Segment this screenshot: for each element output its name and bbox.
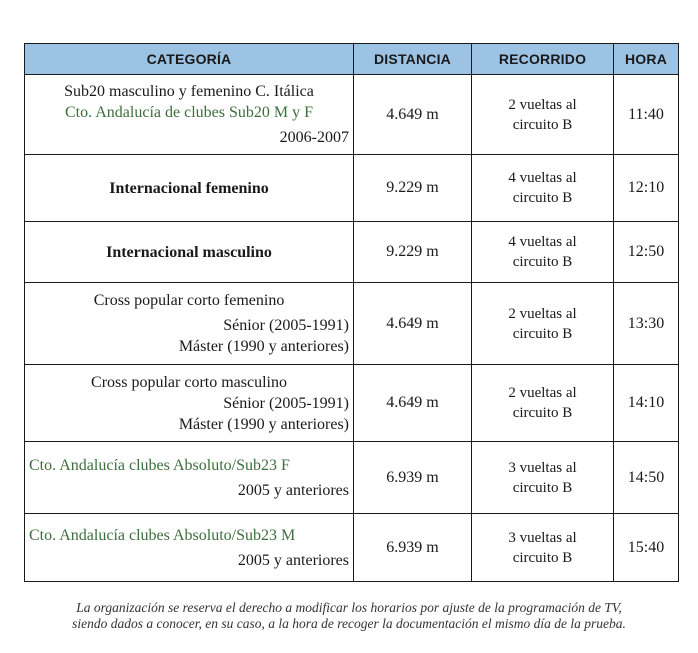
categoria-cell (25, 365, 354, 442)
category-years: 2005 y anteriores (237, 551, 349, 569)
recorrido-line: circuito B (512, 479, 573, 496)
header-distancia: DISTANCIA (354, 44, 472, 75)
recorrido-line: 3 vueltas al (508, 529, 577, 546)
categoria-cell (25, 155, 354, 222)
category-years: 2005 y anteriores (237, 481, 349, 499)
category-title: Cross popular corto masculino (91, 373, 287, 391)
header-categoria: CATEGORÍA (25, 44, 354, 75)
recorrido-line: 2 vueltas al (508, 385, 577, 401)
recorrido-cell (472, 514, 614, 582)
hora-cell: 11:40 (614, 75, 679, 155)
distancia-cell: 6.939 m (354, 514, 472, 582)
recorrido-line: circuito B (512, 405, 573, 421)
recorrido-cell (472, 365, 614, 442)
category-master: Máster (1990 y anteriores) (178, 415, 349, 433)
header-hora: HORA (614, 44, 679, 75)
recorrido-line: circuito B (512, 116, 573, 133)
categoria-cell (25, 222, 354, 283)
recorrido-cell (472, 283, 614, 365)
category-senior: Sénior (2005-1991) (223, 394, 349, 412)
hora-cell: 12:50 (614, 222, 679, 283)
distancia-cell: 9.229 m (354, 222, 472, 283)
category-title: Internacional masculino (106, 243, 272, 261)
category-master: Máster (1990 y anteriores) (178, 338, 349, 355)
recorrido-line: circuito B (512, 549, 573, 566)
recorrido-line: 2 vueltas al (508, 96, 577, 113)
footnote-line-2: siendo dados a conocer, en su caso, a la hora de recoger la documentación el mismo día de la prueba. (72, 616, 626, 631)
table-row (25, 283, 679, 365)
hora-cell: 12:10 (614, 155, 679, 222)
distancia-cell: 4.649 m (354, 75, 472, 155)
category-championship: Cto. Andalucía clubes Absoluto/Sub23 F (29, 456, 290, 474)
recorrido-line: 3 vueltas al (508, 459, 577, 476)
categoria-cell (25, 283, 354, 365)
header-recorrido: RECORRIDO (472, 44, 614, 75)
category-championship: Cto. Andalucía clubes Absoluto/Sub23 M (29, 526, 296, 544)
category-title: Cross popular corto femenino (93, 292, 285, 309)
table-row (25, 222, 679, 283)
distancia-cell: 4.649 m (354, 365, 472, 442)
table-row (25, 155, 679, 222)
category-title: Internacional femenino (109, 179, 269, 197)
table-row (25, 442, 679, 514)
categoria-cell (25, 514, 354, 582)
recorrido-line: 4 vueltas al (508, 170, 577, 186)
recorrido-cell (472, 155, 614, 222)
recorrido-line: 2 vueltas al (508, 305, 577, 322)
distancia-cell: 4.649 m (354, 283, 472, 365)
recorrido-cell (472, 75, 614, 155)
category-title: Sub20 masculino y femenino C. Itálica (64, 83, 314, 100)
table-row (25, 365, 679, 442)
distancia-cell: 9.229 m (354, 155, 472, 222)
hora-cell: 14:50 (614, 442, 679, 514)
footnote-line-1: La organización se reserva el derecho a modificar los horarios por ajuste de la programación de TV, (76, 600, 622, 615)
categoria-cell (25, 75, 354, 155)
header-row (25, 44, 679, 75)
category-senior: Sénior (2005-1991) (223, 317, 349, 334)
recorrido-cell (472, 222, 614, 283)
recorrido-line: circuito B (512, 254, 573, 270)
table-row (25, 514, 679, 582)
distancia-cell: 6.939 m (354, 442, 472, 514)
category-years: 2006-2007 (279, 129, 349, 146)
hora-cell: 14:10 (614, 365, 679, 442)
categoria-cell (25, 442, 354, 514)
recorrido-line: circuito B (512, 325, 573, 342)
table-row (25, 75, 679, 155)
category-championship: Cto. Andalucía de clubes Sub20 M y F (65, 104, 313, 121)
hora-cell: 15:40 (614, 514, 679, 582)
hora-cell: 13:30 (614, 283, 679, 365)
recorrido-line: 4 vueltas al (508, 234, 577, 250)
schedule-table (24, 43, 679, 582)
recorrido-cell (472, 442, 614, 514)
recorrido-line: circuito B (512, 190, 573, 206)
